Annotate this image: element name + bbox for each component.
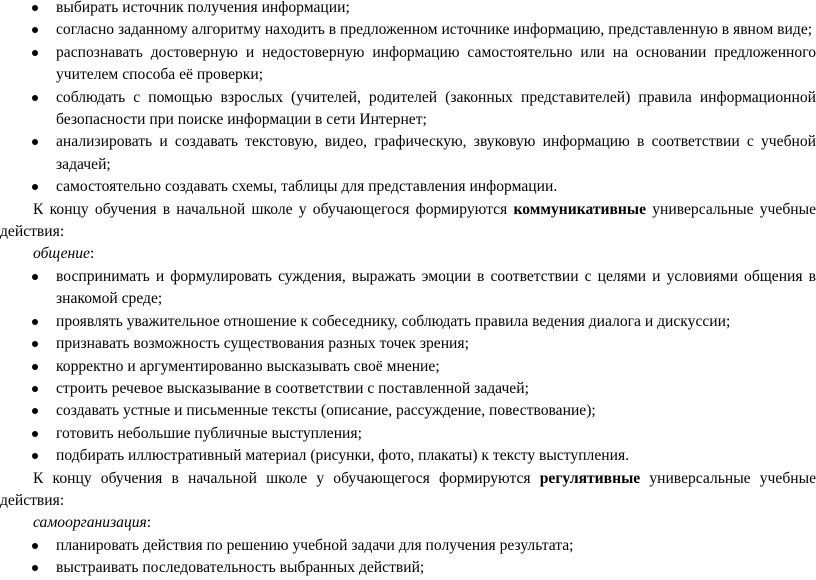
bullet-icon	[32, 364, 38, 370]
bullet-icon	[32, 95, 38, 101]
bullet-icon	[32, 184, 38, 190]
bullet-icon	[32, 5, 38, 11]
list-item: воспринимать и формулировать суждения, выражать эмоции в соответствии с целями и условиями общения в знакомой среде;	[0, 266, 816, 311]
list-item: подбирать иллюстративный материал (рисунки, фото, плакаты) к тексту выступления.	[0, 445, 816, 467]
list-item: распознавать достоверную и недостоверную информацию самостоятельно или на основании предложенного учителем способа её проверки;	[0, 42, 816, 87]
bullet-icon	[32, 565, 38, 571]
bold-term: регулятивные	[539, 469, 641, 487]
list-item: признавать возможность существования разных точек зрения;	[0, 333, 816, 355]
bullet-icon	[32, 386, 38, 392]
list-item: анализировать и создавать текстовую, видео, графическую, звуковую информацию в соответствии с учебной задачей;	[0, 131, 816, 176]
bullet-icon	[32, 408, 38, 414]
regulatory-paragraph: К концу обучения в начальной школе у обучающегося формируются регулятивные универсальные учебные действия:	[0, 469, 816, 509]
list-item: согласно заданному алгоритму находить в предложенном источнике информацию, представленную в явном виде;	[0, 19, 816, 41]
communication-skills-list	[0, 266, 816, 468]
list-item: корректно и аргументированно высказывать своё мнение;	[0, 356, 816, 378]
list-item: выстраивать последовательность выбранных действий;	[0, 557, 816, 579]
bullet-icon	[32, 139, 38, 145]
bullet-icon	[32, 274, 38, 280]
bullet-icon	[32, 319, 38, 325]
list-item: соблюдать с помощью взрослых (учителей, родителей (законных представителей) правила информационной безопасности при поиске информации в сети Интернет;	[0, 87, 816, 132]
bullet-icon	[32, 543, 38, 549]
list-item: планировать действия по решению учебной задачи для получения результата;	[0, 535, 816, 557]
bullet-icon	[32, 453, 38, 459]
info-skills-list	[0, 0, 816, 199]
communicative-paragraph: К концу обучения в начальной школе у обучающегося формируются коммуникативные универсальные учебные действия:	[0, 200, 816, 241]
list-item: строить речевое высказывание в соответствии с поставленной задачей;	[0, 378, 816, 400]
bold-term: коммуникативные	[513, 200, 647, 218]
bullet-icon	[32, 27, 38, 33]
self-organization-list	[0, 535, 816, 580]
bullet-icon	[32, 50, 38, 56]
list-item: выбирать источник получения информации;	[0, 0, 816, 19]
section-label-communication: общение:	[33, 245, 95, 263]
bullet-icon	[32, 431, 38, 437]
list-item: самостоятельно создавать схемы, таблицы для представления информации.	[0, 176, 816, 198]
list-item: готовить небольшие публичные выступления;	[0, 423, 816, 445]
list-item: создавать устные и письменные тексты (описание, рассуждение, повествование);	[0, 400, 816, 422]
bullet-icon	[32, 341, 38, 347]
list-item: проявлять уважительное отношение к собеседнику, соблюдать правила ведения диалога и дискуссии;	[0, 311, 816, 333]
section-label-self-organization: самоорганизация:	[33, 514, 152, 532]
